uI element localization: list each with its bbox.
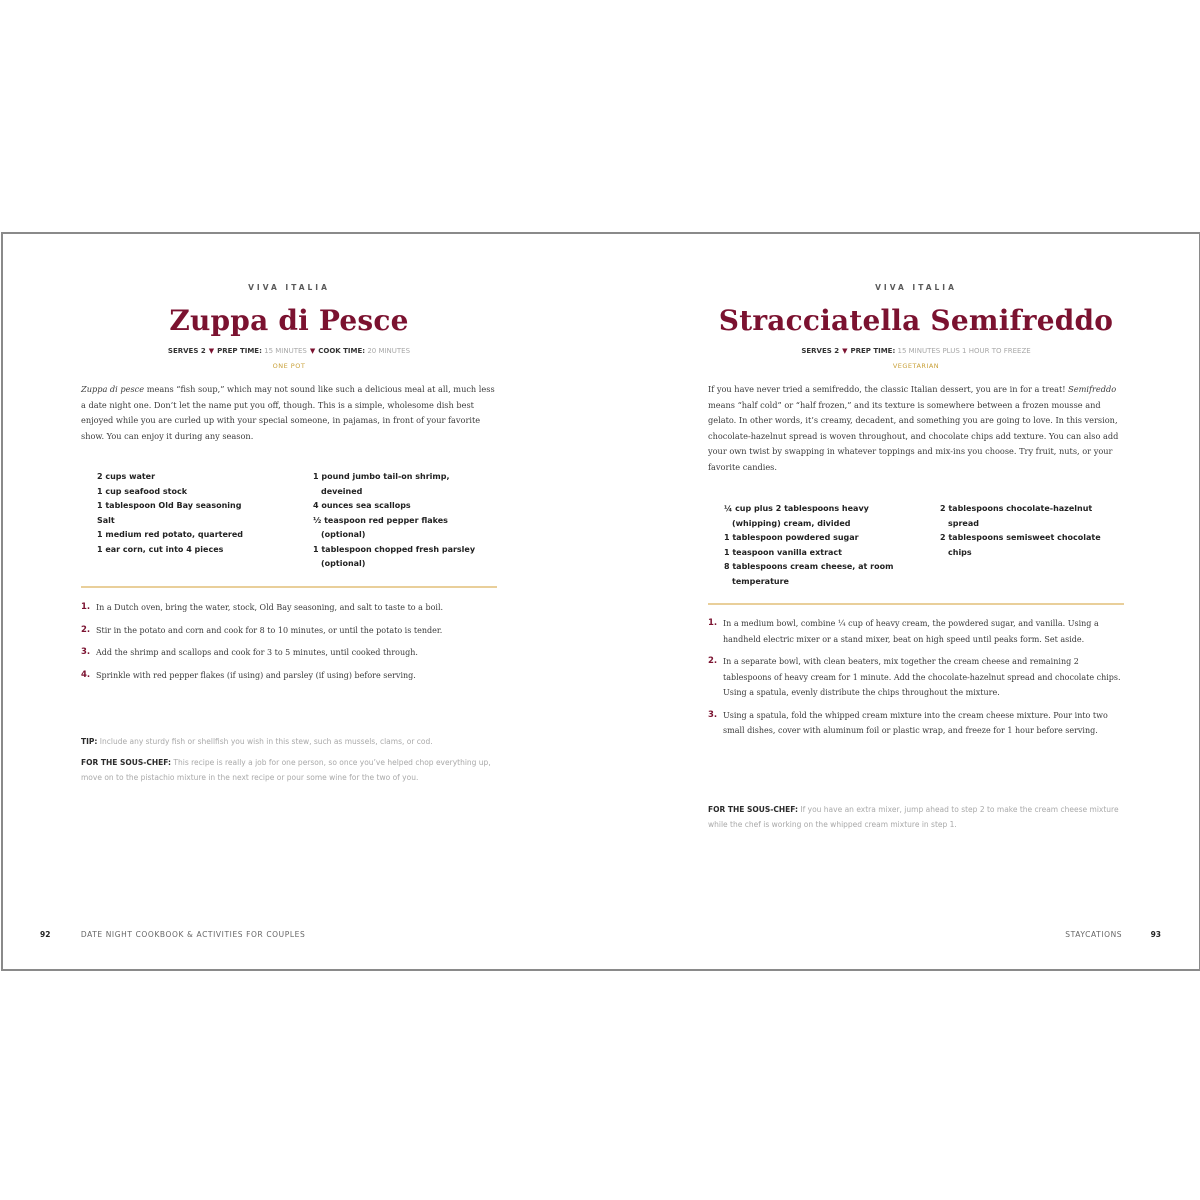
step-text: Using a spatula, fold the whipped cream mixture into the cream cheese mixture. Pour into two small dishes, cover with aluminum foil or plastic wrap, and freeze for 1 hour before serving. — [723, 710, 1108, 735]
step-number: 2. — [708, 656, 718, 666]
step-item — [708, 654, 1124, 701]
recipe-title: Zuppa di Pesce — [169, 304, 409, 337]
ingredient-item: ¼ cup plus 2 tablespoons heavy (whipping) cream, divided — [724, 504, 869, 528]
left-folio — [40, 930, 305, 939]
ingredient-item: 1 ear corn, cut into 4 pieces — [97, 544, 224, 554]
ingredients-column-1 — [724, 502, 914, 589]
ingredient-item: 1 medium red potato, quartered — [97, 530, 243, 539]
right-page — [708, 234, 1124, 969]
sous-chef-note — [708, 802, 1124, 832]
ingredient-item: 1 tablespoon powdered sugar — [724, 533, 859, 542]
intro-italic: Zuppa di pesce — [81, 384, 145, 394]
cook-label: COOK TIME: — [318, 347, 366, 355]
ingredient-item: 1 tablespoon Old Bay seasoning — [97, 501, 242, 510]
page-number: 93 — [1150, 930, 1161, 939]
triangle-separator-icon: ▼ — [309, 347, 316, 355]
tip-text: Include any sturdy fish or shellfish you wish in this stew, such as mussels, clams, or cod. — [97, 737, 433, 746]
right-folio — [1065, 930, 1161, 939]
serves-label: SERVES 2 — [801, 347, 840, 355]
step-number: 3. — [708, 709, 718, 720]
step-number: 3. — [81, 647, 91, 657]
ingredients-column-2 — [313, 470, 483, 572]
step-number: 1. — [81, 602, 91, 612]
section-kicker: VIVA ITALIA — [875, 283, 957, 292]
step-item — [81, 623, 497, 639]
ingredient-item: 2 cups water — [97, 472, 156, 481]
tip-label: TIP: — [81, 737, 98, 746]
step-item — [708, 708, 1124, 739]
ingredient-item: 2 tablespoons chocolate-hazelnut spread — [940, 504, 1093, 528]
triangle-separator-icon: ▼ — [208, 347, 215, 355]
section-divider — [708, 603, 1124, 605]
prep-value: 15 MINUTES PLUS 1 HOUR TO FREEZE — [897, 347, 1031, 355]
sous-chef-text: If you have an extra mixer, jump ahead to step 2 to make the cream cheese mixture while the chef is working on the whipped cream mixture in step 1. — [708, 805, 1119, 829]
recipe-steps — [81, 600, 497, 690]
step-item — [708, 616, 1124, 647]
step-number: 4. — [81, 669, 91, 680]
ingredients-column-1 — [97, 470, 297, 557]
recipe-intro — [708, 382, 1124, 475]
ingredient-item: 1 teaspoon vanilla extract — [724, 547, 842, 557]
step-text: In a separate bowl, with clean beaters, mix together the cream cheese and remaining 2 tablespoons of heavy cream for 1 minute. Add the chocolate-hazelnut spread and chocolate chips. Using a spatula, evenly distribute the chips throughout the mixture. — [723, 657, 1121, 697]
step-item — [81, 668, 497, 684]
sous-chef-label: FOR THE SOUS-CHEF: — [708, 805, 799, 814]
recipe-tag: ONE POT — [272, 362, 306, 370]
step-text: Stir in the potato and corn and cook for 8 to 10 minutes, or until the potato is tender. — [96, 625, 443, 635]
ingredient-item: 1 pound jumbo tail-on shrimp, deveined — [313, 472, 450, 496]
ingredient-item: 2 tablespoons semisweet chocolate chips — [940, 533, 1101, 557]
section-divider — [81, 586, 497, 588]
running-head: DATE NIGHT COOKBOOK & ACTIVITIES FOR COUPLES — [80, 930, 306, 939]
step-text: In a medium bowl, combine ¼ cup of heavy cream, the powdered sugar, and vanilla. Using a handheld electric mixer or a stand mixer, beat on high speed until peaks form. Set aside. — [723, 619, 1099, 644]
ingredient-item: 8 tablespoons cream cheese, at room temperature — [724, 562, 894, 586]
recipe-tag: VEGETARIAN — [892, 362, 940, 370]
step-item — [81, 600, 497, 616]
recipe-notes — [81, 734, 497, 791]
sous-chef-label: FOR THE SOUS-CHEF: — [81, 758, 172, 767]
recipe-meta — [708, 347, 1124, 355]
recipe-steps — [708, 616, 1124, 746]
running-head: STAYCATIONS — [1065, 930, 1123, 939]
cook-value: 20 MINUTES — [367, 347, 411, 355]
prep-label: PREP TIME: — [850, 347, 896, 355]
ingredient-item: 1 cup seafood stock — [97, 486, 188, 496]
ingredient-item: 1 tablespoon chopped fresh parsley (optional) — [313, 544, 476, 568]
triangle-separator-icon: ▼ — [842, 347, 848, 355]
left-page — [81, 234, 497, 969]
tip-note — [81, 734, 497, 749]
intro-text: means “half cold” or “half frozen,” and its texture is somewhere between a frozen mousse and gelato. In other words, it’s creamy, decadent, and something you are going to love. In this version, chocolate-hazelnut spread is woven throughout, and chocolate chips add texture. You can also add your own twist by swapping in whatever toppings and mix-ins you choose. Try fruit, nuts, or your favorite candies. — [708, 399, 1119, 472]
step-text: Sprinkle with red pepper flakes (if using) and parsley (if using) before serving. — [96, 670, 416, 680]
page-number: 92 — [40, 930, 51, 939]
recipe-intro — [81, 382, 497, 444]
ingredient-item: 4 ounces sea scallops — [313, 501, 411, 510]
step-number: 1. — [708, 618, 718, 628]
ingredient-item: ½ teaspoon red pepper flakes (optional) — [313, 515, 448, 539]
sous-chef-note — [81, 755, 497, 785]
ingredient-item: Salt — [97, 515, 115, 525]
book-spread — [1, 232, 1200, 971]
step-text: Add the shrimp and scallops and cook for 3 to 5 minutes, until cooked through. — [96, 648, 418, 657]
recipe-title: Stracciatella Semifreddo — [718, 304, 1114, 337]
recipe-meta — [81, 347, 497, 355]
section-kicker: VIVA ITALIA — [248, 283, 330, 292]
intro-italic: Semifreddo — [1068, 384, 1117, 394]
step-text: In a Dutch oven, bring the water, stock, Old Bay seasoning, and salt to taste to a boil. — [96, 603, 444, 612]
intro-text: means “fish soup,” which may not sound like such a delicious meal at all, much less a date night one. Don’t let the name put you off, though. This is a simple, wholesome dish best enjoyed while you are curled up with your special someone, in pajamas, in front of your favorite show. You can enjoy it during any season. — [81, 384, 495, 441]
serves-label: SERVES 2 — [167, 347, 206, 355]
recipe-notes — [708, 802, 1124, 838]
prep-value: 15 MINUTES — [264, 347, 307, 355]
step-number: 2. — [81, 624, 91, 635]
step-item — [81, 645, 497, 661]
prep-label: PREP TIME: — [217, 347, 262, 355]
ingredients-column-2 — [940, 502, 1124, 560]
sous-chef-text: This recipe is really a job for one person, so once you’ve helped chop everything up, move on to the pistachio mixture in the next recipe or pour some wine for the two of you. — [81, 758, 491, 782]
intro-text: If you have never tried a semifreddo, the classic Italian dessert, you are in for a treat! — [708, 384, 1069, 394]
